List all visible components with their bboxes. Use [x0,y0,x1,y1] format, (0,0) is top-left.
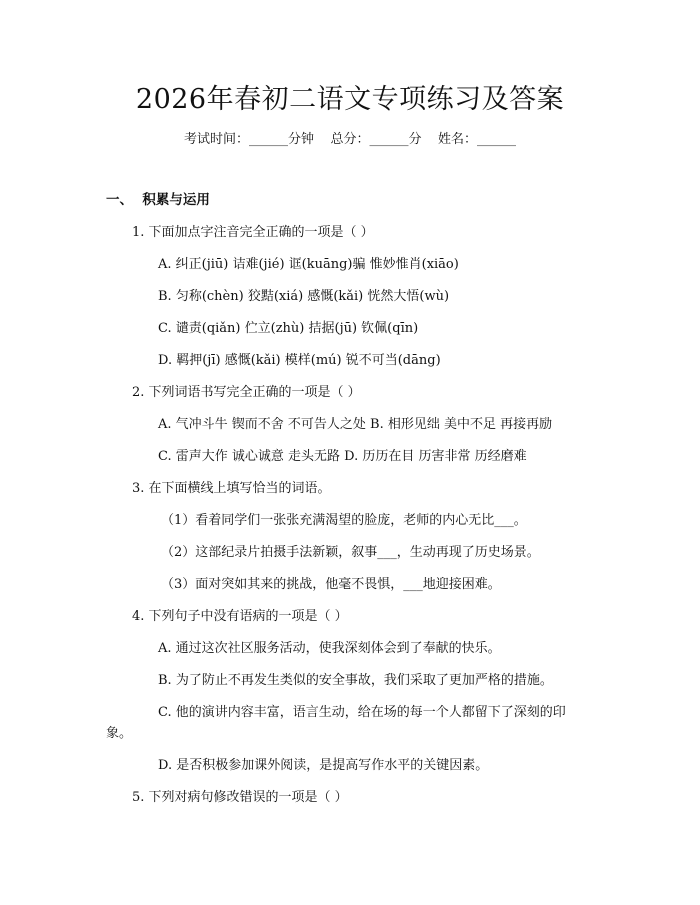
question-4-option-c-continued: 象。 [106,726,133,741]
question-1-option-d: D. 羁押(jī) 感慨(kǎi) 模样(mú) 锐不可当(dāng) [158,353,441,368]
question-1-option-a: A. 纠正(jiū) 诘难(jié) 诓(kuāng)骗 惟妙惟肖(xiāo) [158,257,459,272]
question-2-options-cd: C. 雷声大作 诚心诚意 走头无路 D. 历历在目 历害非常 历经磨难 [158,449,527,464]
question-3-item-3: （3）面对突如其来的挑战，他毫不畏惧，___地迎接困难。 [161,577,501,592]
question-4-option-a: A. 通过这次社区服务活动，使我深刻体会到了奉献的快乐。 [158,641,501,656]
question-5-stem: 5. 下列对病句修改错误的一项是（ ） [132,790,348,805]
question-2-stem: 2. 下列词语书写完全正确的一项是（ ） [132,385,361,400]
page-title: 2026年春初二语文专项练习及答案 [135,84,565,115]
question-3-item-2: （2）这部纪录片拍摄手法新颖，叙事___，生动再现了历史场景。 [161,545,540,560]
question-4-stem: 4. 下列句子中没有语病的一项是（ ） [132,609,348,624]
question-2-options-ab: A. 气冲斗牛 锲而不舍 不可告人之处 B. 相形见绌 美中不足 再接再励 [158,417,553,432]
question-4-option-c: C. 他的演讲内容丰富，语言生动，给在场的每一个人都留下了深刻的印 [158,705,566,720]
question-4-option-d: D. 是否积极参加课外阅读，是提高写作水平的关键因素。 [158,758,489,773]
question-4-option-b: B. 为了防止不再发生类似的安全事故，我们采取了更加严格的措施。 [158,673,553,688]
question-1-option-b: B. 匀称(chèn) 狡黠(xiá) 感慨(kǎi) 恍然大悟(wù) [158,289,450,304]
exam-info-line: 考试时间：______分钟 总分：______分 姓名：______ [183,132,517,147]
question-1-stem: 1. 下面加点字注音完全正确的一项是（ ） [132,225,374,240]
section-heading: 一、 积累与运用 [106,192,210,208]
question-3-item-1: （1）看着同学们一张张充满渴望的脸庞，老师的内心无比___。 [161,513,527,528]
question-1-option-c: C. 谴责(qiǎn) 伫立(zhù) 拮据(jū) 钦佩(qīn) [158,321,419,336]
question-3-stem: 3. 在下面横线上填写恰当的词语。 [132,481,331,496]
